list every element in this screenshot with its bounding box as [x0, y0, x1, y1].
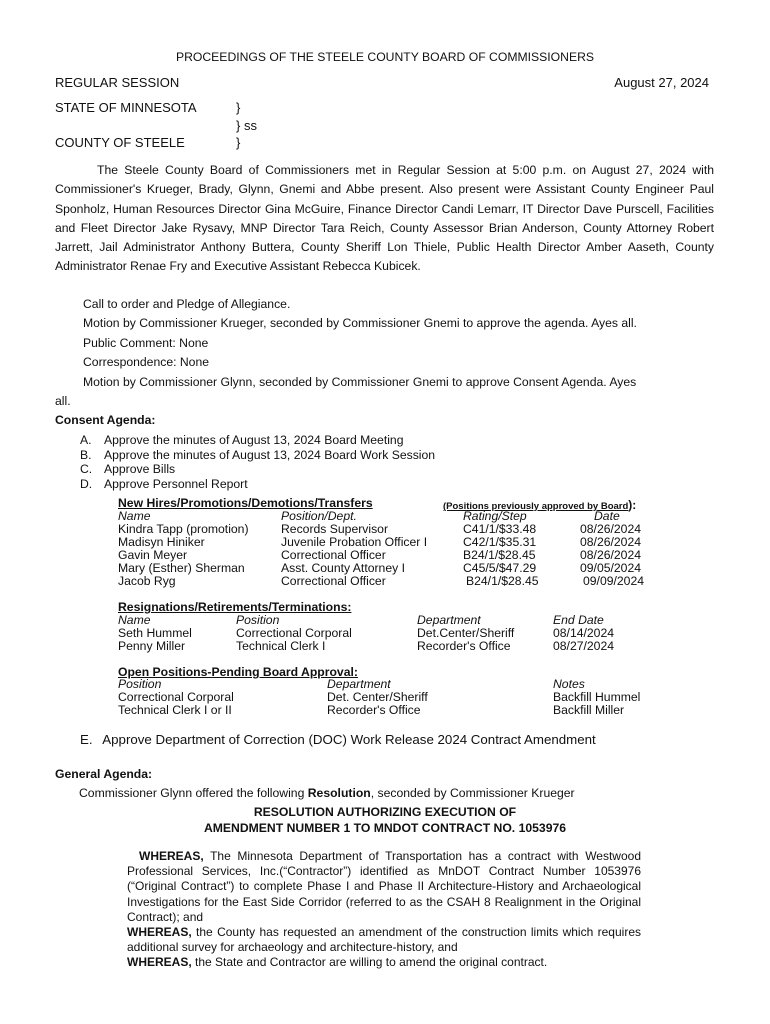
list-item	[80, 462, 580, 477]
open-positions-table	[118, 678, 658, 717]
hires-note-text: (Positions previously approved by Board	[443, 501, 629, 512]
cell-end-date: 08/27/2024	[553, 639, 614, 653]
col-date: Date	[594, 509, 620, 523]
open-positions-heading: Open Positions-Pending Board Approval:	[118, 665, 358, 679]
cell-notes: Backfill Hummel	[553, 690, 641, 704]
list-item	[80, 448, 580, 463]
col-position: Position	[118, 677, 162, 691]
whereas-label: WHEREAS,	[139, 849, 204, 863]
table-row	[118, 640, 638, 653]
cell-department: Recorder's Office	[327, 703, 421, 717]
col-position: Position/Dept.	[281, 509, 357, 523]
general-heading: General Agenda:	[55, 767, 153, 781]
whereas-clause	[127, 955, 641, 970]
public-comment: Public Comment: None	[83, 336, 209, 350]
cell-department: Det.Center/Sheriff	[417, 626, 515, 640]
motion-consent: Motion by Commissioner Glynn, seconded by Commissioner Gnemi to approve Consent Agenda. Ayes	[83, 375, 637, 389]
cell-date: 08/26/2024	[580, 522, 641, 536]
cell-rating: B24/1/$28.45	[466, 574, 539, 588]
consent-list	[80, 433, 580, 491]
col-department: Department	[417, 613, 481, 627]
col-department: Department	[327, 677, 391, 691]
cell-name: Gavin Meyer	[118, 548, 188, 562]
col-position: Position	[236, 613, 280, 627]
call-to-order: Call to order and Pledge of Allegiance.	[83, 297, 291, 311]
correspondence: Correspondence: None	[83, 355, 210, 369]
cell-date: 08/26/2024	[580, 535, 641, 549]
cell-end-date: 08/14/2024	[553, 626, 614, 640]
whereas-clause	[127, 849, 641, 925]
resolution-title-1: RESOLUTION AUTHORIZING EXECUTION OF	[253, 805, 517, 819]
list-letter: E.	[80, 732, 93, 747]
brace-line-1: }	[236, 100, 241, 115]
whereas-clauses	[127, 849, 641, 971]
brace-line-3: }	[236, 135, 241, 150]
offer-prefix: Commissioner Glynn offered the following	[79, 786, 308, 800]
cell-department: Det. Center/Sheriff	[327, 690, 428, 704]
resignations-table	[118, 614, 638, 653]
whereas-label: WHEREAS,	[127, 955, 192, 970]
whereas-clause	[127, 925, 641, 955]
county-label: COUNTY OF STEELE	[55, 135, 185, 150]
consent-heading: Consent Agenda:	[55, 413, 156, 427]
list-text: Approve Department of Correction (DOC) Work Release 2024 Contract Amendment	[102, 732, 596, 747]
list-text: Approve the minutes of August 13, 2024 Board Meeting	[104, 433, 404, 447]
col-end-date: End Date	[553, 613, 604, 627]
cell-position: Records Supervisor	[281, 522, 389, 536]
offer-suffix: , seconded by Commissioner Krueger	[370, 786, 575, 800]
cell-name: Madisyn Hiniker	[118, 535, 205, 549]
cell-name: Jacob Ryg	[118, 574, 176, 588]
cell-position: Correctional Officer	[281, 574, 386, 588]
hires-note-end: ):	[628, 498, 637, 512]
document-title: PROCEEDINGS OF THE STEELE COUNTY BOARD OF COMMISSIONERS	[175, 50, 595, 64]
cell-position: Asst. County Attorney I	[281, 561, 405, 575]
cell-date: 09/09/2024	[583, 574, 644, 588]
table-row	[118, 575, 658, 588]
intro-paragraph	[55, 161, 714, 277]
cell-name: Mary (Esther) Sherman	[118, 561, 245, 575]
cell-rating: C45/5/$47.29	[463, 561, 537, 575]
cell-position: Juvenile Probation Officer I	[281, 535, 428, 549]
col-notes: Notes	[553, 677, 585, 691]
list-letter: C.	[80, 462, 93, 476]
intro-text: The Steele County Board of Commissioners met in Regular Session at 5:00 p.m. on August 27, 2024 with Commissioner's Krueger, Brady, Glynn, Gnemi and Abbe present. Also present were Assistant County Engineer Paul Sponholz, Human Resources Director Gina McGuire, Finance Director Candi Lemarr, IT Director Dave Purscell, Facilities and Fleet Director Jake Rysavy, MNP Director Tara Reich, County Assessor Brian Anderson, County Attorney Robert Jarrett, Jail Administrator Anthony Buttera, County Sheriff Lon Thiele, Public Health Director Amber Aaseth, County Administrator Renae Fry and Executive Assistant Rebecca Kubicek.	[55, 163, 714, 274]
list-letter: A.	[80, 433, 92, 447]
motion-agenda: Motion by Commissioner Krueger, seconded by Commissioner Gnemi to approve the agenda. Ayes all.	[83, 316, 637, 330]
col-name: Name	[118, 509, 151, 523]
state-label: STATE OF MINNESOTA	[55, 100, 197, 115]
cell-rating: C41/1/$33.48	[463, 522, 537, 536]
whereas-text: The Minnesota Department of Transportation has a contract with Westwood Professional Services, Inc.(“Contractor”) identified as MnDOT Contract Number 1053976 (“Original Contract”) to complete Phase I and Phase II Architecture-History and Archaeological Investigations for the East Side Corridor (referred to as the CSAH 8 Realignment in the Original Contract); and	[127, 849, 641, 924]
cell-name: Seth Hummel	[118, 626, 192, 640]
cell-position: Correctional Corporal	[236, 626, 352, 640]
table-row	[118, 536, 658, 549]
session-label: REGULAR SESSION	[55, 75, 180, 90]
list-letter: D.	[80, 476, 93, 491]
list-item	[80, 477, 580, 492]
resolution-title-2: AMENDMENT NUMBER 1 TO MNDOT CONTRACT NO. 1053976	[203, 821, 567, 835]
list-letter: B.	[80, 447, 92, 462]
resignations-heading: Resignations/Retirements/Terminations:	[118, 600, 352, 614]
cell-position: Correctional Corporal	[118, 690, 234, 704]
cell-date: 08/26/2024	[580, 548, 641, 562]
brace-line-2: } ss	[236, 118, 257, 133]
whereas-text: the County has requested an amendment of the construction limits which requires additional survey for archaeology and architecture-history, and	[127, 925, 641, 955]
whereas-text: the State and Contractor are willing to amend the original contract.	[191, 955, 548, 970]
list-text: Approve Bills	[104, 462, 176, 476]
list-item	[80, 433, 580, 448]
cell-department: Recorder's Office	[417, 639, 511, 653]
cell-notes: Backfill Miller	[553, 703, 625, 717]
session-date: August 27, 2024	[614, 75, 709, 90]
cell-name: Kindra Tapp (promotion)	[118, 522, 249, 536]
cell-position: Correctional Officer	[281, 548, 386, 562]
list-text: Approve Personnel Report	[104, 476, 248, 491]
table-row	[118, 562, 658, 575]
cell-rating: C42/1/$35.31	[463, 535, 537, 549]
motion-consent-cont: all.	[55, 394, 71, 408]
col-rating: Rating/Step	[463, 509, 527, 523]
resolution-offer	[79, 786, 575, 800]
whereas-label: WHEREAS,	[127, 925, 192, 940]
cell-date: 09/05/2024	[580, 561, 641, 575]
cell-position: Technical Clerk I	[236, 639, 326, 653]
hires-heading: New Hires/Promotions/Demotions/Transfers	[118, 496, 373, 510]
cell-rating: B24/1/$28.45	[463, 548, 536, 562]
consent-item-e	[80, 732, 596, 747]
list-text: Approve the minutes of August 13, 2024 Board Work Session	[104, 447, 436, 462]
hires-table	[118, 510, 658, 588]
table-row	[118, 704, 658, 717]
offer-bold: Resolution	[307, 786, 371, 800]
cell-position: Technical Clerk I or II	[118, 703, 232, 717]
cell-name: Penny Miller	[118, 639, 186, 653]
col-name: Name	[118, 613, 151, 627]
